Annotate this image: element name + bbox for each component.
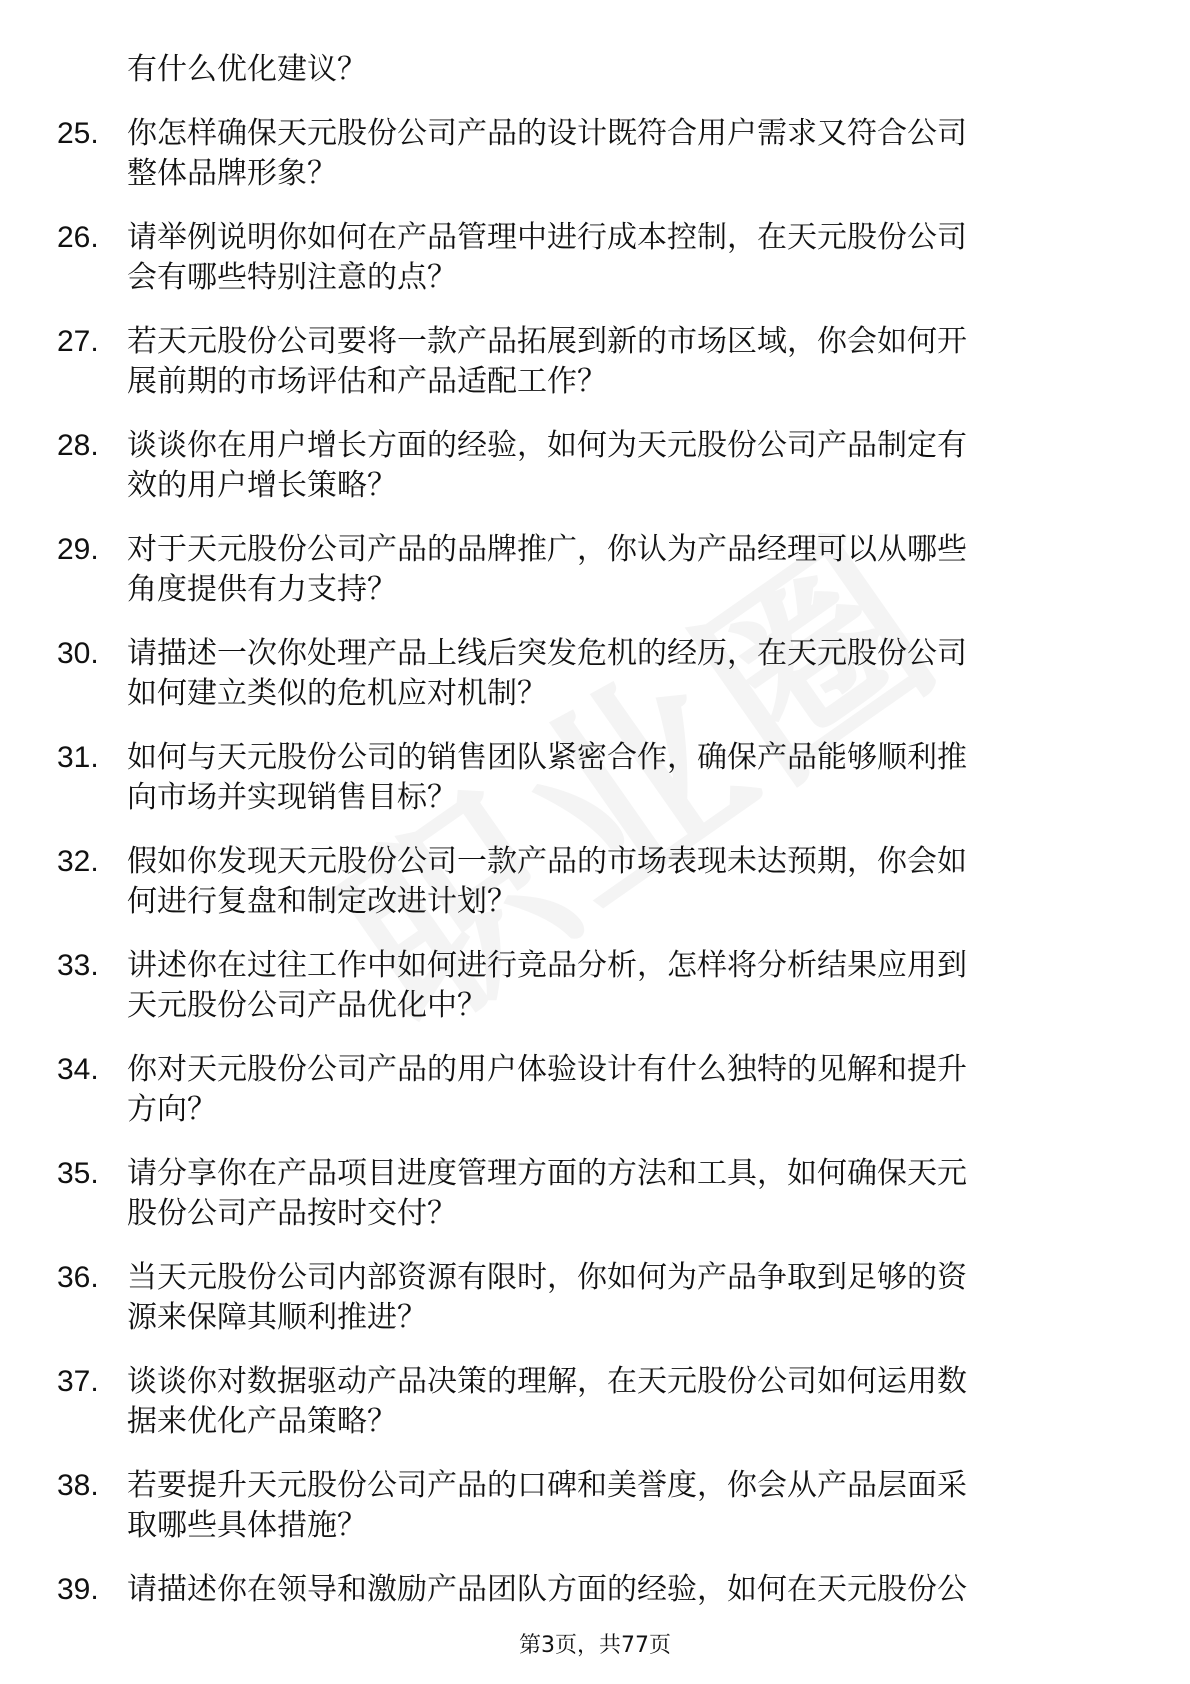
continued-question-text: 有什么优化建议？	[127, 52, 367, 87]
question-text-line-1: 谈谈你对数据驱动产品决策的理解，在天元股份公司如何运用数	[127, 1364, 967, 1399]
question-number: 25.	[57, 117, 99, 150]
question-text-line-2: 会有哪些特别注意的点？	[127, 260, 457, 295]
question-text-line-2: 股份公司产品按时交付？	[127, 1196, 457, 1231]
question-number: 37.	[57, 1365, 99, 1398]
question-number: 26.	[57, 221, 99, 254]
question-number: 28.	[57, 429, 99, 462]
question-item	[0, 1358, 1190, 1462]
question-text-line-1: 当天元股份公司内部资源有限时，你如何为产品争取到足够的资	[127, 1260, 967, 1295]
question-text-line-1: 若要提升天元股份公司产品的口碑和美誉度，你会从产品层面采	[127, 1468, 967, 1503]
question-text-line-1: 谈谈你在用户增长方面的经验，如何为天元股份公司产品制定有	[127, 428, 967, 463]
question-item	[0, 110, 1190, 214]
question-text-line-1: 对于天元股份公司产品的品牌推广，你认为产品经理可以从哪些	[127, 532, 967, 567]
question-number: 33.	[57, 949, 99, 982]
question-text-line-1: 请描述你在领导和激励产品团队方面的经验，如何在天元股份公	[127, 1572, 967, 1607]
question-item	[0, 1254, 1190, 1358]
question-text-line-2: 取哪些具体措施？	[127, 1508, 367, 1543]
question-number: 38.	[57, 1469, 99, 1502]
question-text-line-2: 天元股份公司产品优化中？	[127, 988, 487, 1023]
question-text-line-2: 向市场并实现销售目标？	[127, 780, 457, 815]
question-number: 36.	[57, 1261, 99, 1294]
question-text-line-1: 请描述一次你处理产品上线后突发危机的经历，在天元股份公司	[127, 636, 967, 671]
question-item	[0, 318, 1190, 422]
question-item	[0, 1150, 1190, 1254]
question-item	[0, 526, 1190, 630]
question-number: 39.	[57, 1573, 99, 1606]
question-text-line-1: 请举例说明你如何在产品管理中进行成本控制，在天元股份公司	[127, 220, 967, 255]
question-item	[0, 214, 1190, 318]
question-text-line-1: 讲述你在过往工作中如何进行竞品分析，怎样将分析结果应用到	[127, 948, 967, 983]
question-number: 29.	[57, 533, 99, 566]
question-text-line-1: 你对天元股份公司产品的用户体验设计有什么独特的见解和提升	[127, 1052, 967, 1087]
question-text-line-2: 效的用户增长策略？	[127, 468, 397, 503]
page-footer: 第3页，共77页	[519, 1633, 671, 1658]
question-list	[0, 110, 1190, 1670]
question-item	[0, 630, 1190, 734]
question-text-line-2: 整体品牌形象？	[127, 156, 337, 191]
question-text-line-1: 假如你发现天元股份公司一款产品的市场表现未达预期，你会如	[127, 844, 967, 879]
question-number: 30.	[57, 637, 99, 670]
question-item	[0, 734, 1190, 838]
question-number: 27.	[57, 325, 99, 358]
question-number: 32.	[57, 845, 99, 878]
question-text-line-1: 你怎样确保天元股份公司产品的设计既符合用户需求又符合公司	[127, 116, 967, 151]
question-number: 34.	[57, 1053, 99, 1086]
question-text-line-2: 展前期的市场评估和产品适配工作？	[127, 364, 607, 399]
question-text-line-2: 方向？	[127, 1092, 217, 1127]
question-text-line-2: 源来保障其顺利推进？	[127, 1300, 427, 1335]
question-number: 35.	[57, 1157, 99, 1190]
question-text-line-1: 若天元股份公司要将一款产品拓展到新的市场区域，你会如何开	[127, 324, 967, 359]
question-item	[0, 1046, 1190, 1150]
question-text-line-1: 如何与天元股份公司的销售团队紧密合作，确保产品能够顺利推	[127, 740, 967, 775]
question-text-line-2: 据来优化产品策略？	[127, 1404, 397, 1439]
question-text-line-1: 请分享你在产品项目进度管理方面的方法和工具，如何确保天元	[127, 1156, 967, 1191]
question-text-line-2: 角度提供有力支持？	[127, 572, 397, 607]
question-item	[0, 838, 1190, 942]
question-item	[0, 1462, 1190, 1566]
question-number: 31.	[57, 741, 99, 774]
question-item	[0, 942, 1190, 1046]
question-item	[0, 422, 1190, 526]
question-text-line-2: 如何建立类似的危机应对机制？	[127, 676, 547, 711]
question-text-line-2: 何进行复盘和制定改进计划？	[127, 884, 517, 919]
